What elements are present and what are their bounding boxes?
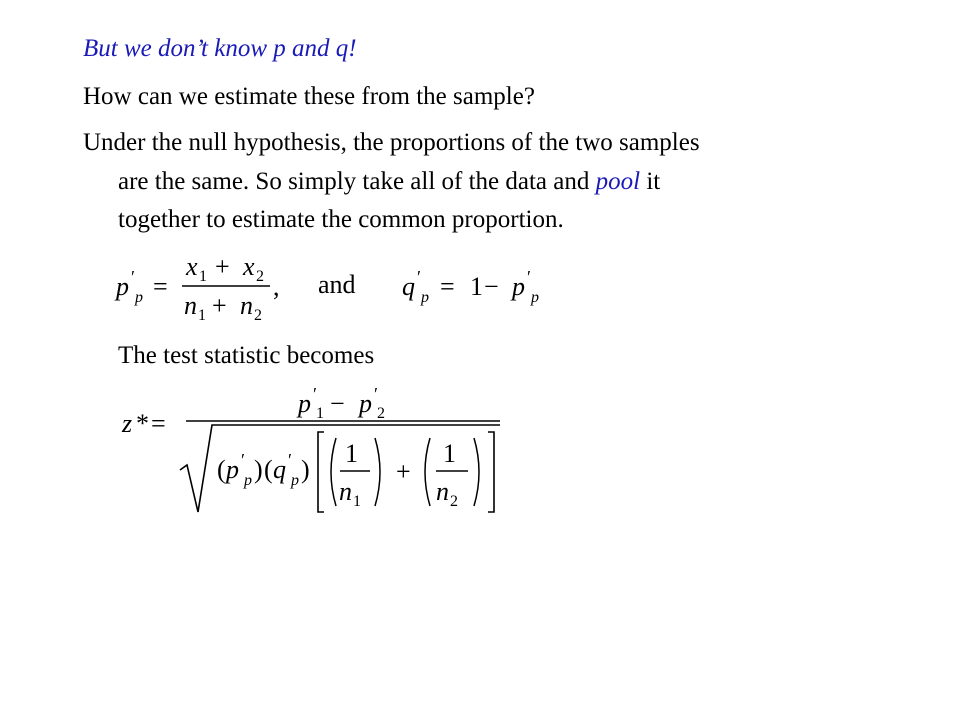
z-den-pp-sub: p (244, 472, 252, 489)
line-common-proportion: together to estimate the common proportion. (118, 206, 564, 233)
pooled-n1-sub: 1 (198, 307, 206, 324)
z-den-pp-prime: ′ (241, 450, 245, 470)
z-den-qp-prime: ′ (288, 450, 292, 470)
z-symbol: z (122, 409, 133, 438)
z-den-plus: + (396, 457, 411, 486)
pooled-q-subscript: p (421, 289, 429, 306)
z-num-p2-prime: ′ (374, 384, 378, 404)
z-den-paren-close-1: ) (254, 455, 263, 484)
z-den-qp: q (273, 455, 286, 484)
pooled-comma: , (273, 272, 280, 301)
pooled-x2: x (243, 252, 255, 281)
line-same-proportions-text: are the same. So simply take all of the data and (118, 168, 590, 195)
line-estimate-question: How can we estimate these from the sample? (83, 83, 535, 110)
z-frac1-sub: 1 (353, 493, 361, 510)
z-frac2-sub: 2 (450, 493, 458, 510)
pooled-n2-sub: 2 (254, 307, 262, 324)
z-equals: = (151, 409, 166, 438)
pooled-plus-top: + (215, 252, 230, 281)
pooled-p-subscript: p (135, 289, 143, 306)
z-frac2-one: 1 (443, 439, 456, 468)
line-same-proportions-end: it (646, 168, 661, 195)
z-num-p2-sub: 2 (377, 405, 385, 422)
right-paren-1-icon (375, 438, 380, 506)
left-paren-2-icon (425, 438, 430, 506)
z-den-qp-sub: p (291, 472, 299, 489)
pooled-x2-sub: 2 (256, 268, 264, 285)
z-frac1-n: n (339, 477, 352, 506)
pooled-p-prime: ′ (131, 267, 135, 287)
right-bracket-icon (488, 432, 494, 512)
pooled-and: and (318, 270, 356, 299)
z-frac2-n: n (436, 477, 449, 506)
pooled-n2: n (240, 291, 253, 320)
z-num-p1-sub: 1 (316, 405, 324, 422)
z-num-p1: p (298, 389, 311, 418)
line-test-statistic: The test statistic becomes (118, 342, 375, 369)
pooled-q-symbol: q (402, 272, 415, 301)
pooled-plus-bottom: + (212, 291, 227, 320)
pooled-n1: n (184, 291, 197, 320)
z-den-pp: p (226, 455, 239, 484)
z-den-paren-close-2: ) (301, 455, 310, 484)
right-paren-2-icon (474, 438, 479, 506)
pooled-p2-symbol: p (512, 272, 525, 301)
line-null-hypothesis: Under the null hypothesis, the proportions of the two samples (83, 129, 700, 156)
left-bracket-icon (318, 432, 324, 512)
formula-pooled-proportion (114, 252, 539, 324)
pooled-one: 1 (470, 272, 483, 301)
z-frac1-one: 1 (345, 439, 358, 468)
z-star: * (136, 409, 149, 438)
pooled-x1: x (186, 252, 198, 281)
pooled-x1-sub: 1 (199, 268, 207, 285)
line-dont-know-p-q: But we don’t know p and q! (83, 35, 357, 62)
pooled-q-prime: ′ (417, 267, 421, 287)
pooled-minus: − (484, 272, 499, 301)
z-num-p2: p (359, 389, 372, 418)
left-paren-1-icon (331, 438, 336, 506)
pool-emphasis: pool (595, 168, 641, 195)
pooled-q-equals: = (440, 272, 455, 301)
pooled-p2-subscript: p (531, 289, 539, 306)
z-den-paren-open-1: ( (217, 455, 226, 484)
z-num-p1-prime: ′ (313, 384, 317, 404)
z-den-paren-open-2: ( (264, 455, 273, 484)
pooled-equals: = (153, 272, 168, 301)
z-num-minus: − (330, 389, 345, 418)
pooled-p-symbol: p (116, 272, 129, 301)
formula-z-statistic (121, 384, 500, 512)
pooled-p2-prime: ′ (527, 267, 531, 287)
